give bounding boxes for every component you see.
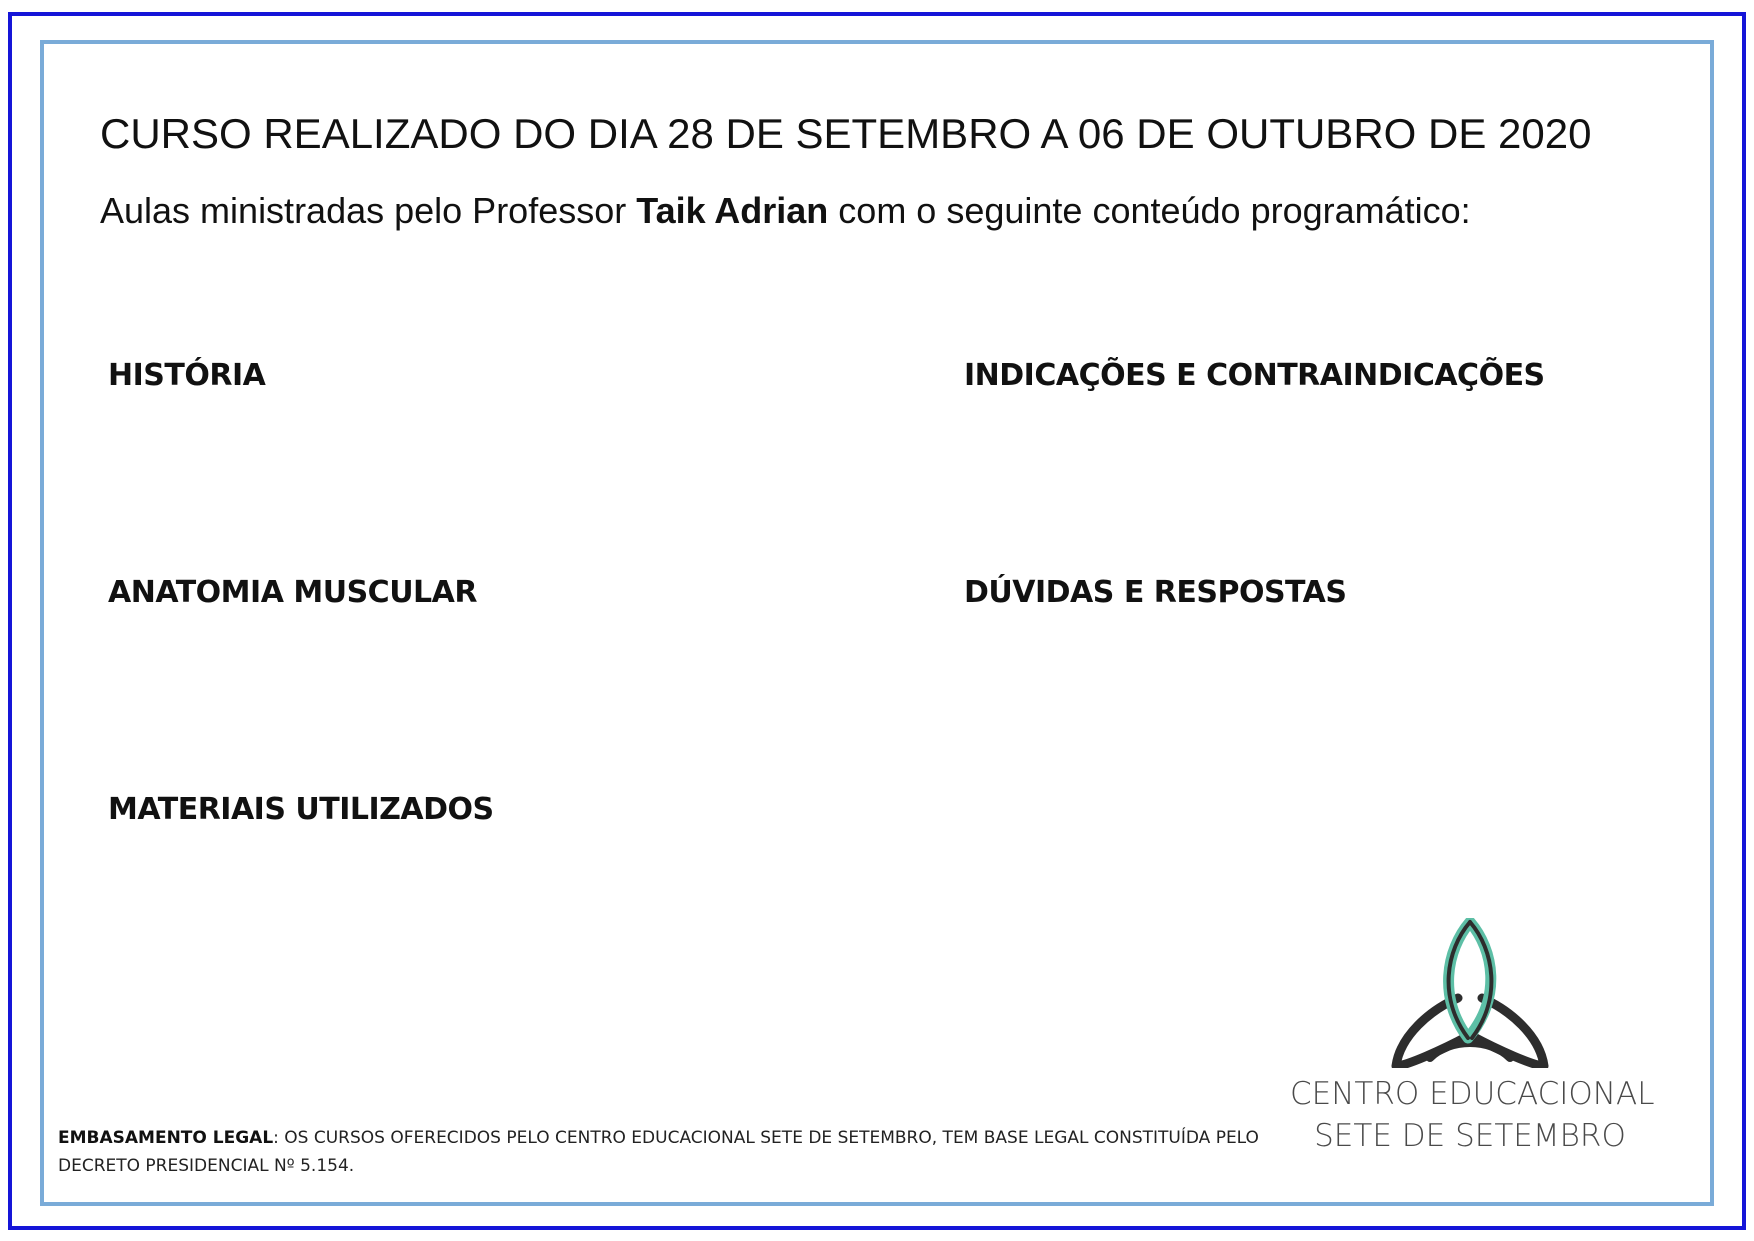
topic-historia: HISTÓRIA (108, 358, 266, 393)
legal-basis-label: EMBASAMENTO LEGAL (58, 1128, 274, 1148)
intro-text-start: Aulas ministradas pelo Professor (100, 190, 637, 231)
legal-basis-note (58, 1124, 1298, 1180)
logo-text-line-2: SETE DE SETEMBRO (1314, 1118, 1626, 1154)
course-dates-heading: CURSO REALIZADO DO DIA 28 DE SETEMBRO A 06 DE OUTUBRO DE 2020 (100, 110, 1592, 157)
logo-text-line-1: CENTRO EDUCACIONAL (1290, 1076, 1655, 1112)
triquetra-knot-icon (1390, 918, 1550, 1068)
topic-duvidas-respostas: DÚVIDAS E RESPOSTAS (964, 575, 1347, 610)
school-logo (1290, 918, 1655, 1158)
topic-materiais-utilizados: MATERIAIS UTILIZADOS (108, 792, 494, 827)
course-intro (100, 190, 1471, 232)
intro-text-end: com o seguinte conteúdo programático: (828, 190, 1471, 231)
professor-name: Taik Adrian (636, 190, 829, 231)
legal-basis-text: : OS CURSOS OFERECIDOS PELO CENTRO EDUCACIONAL SETE DE SETEMBRO, TEM BASE LEGAL CONSTITUÍDA PELO DECRETO PRESIDENCIAL Nº 5.154. (58, 1128, 1259, 1176)
topic-indicacoes-contraindicacoes: INDICAÇÕES E CONTRAINDICAÇÕES (964, 358, 1545, 393)
topic-anatomia-muscular: ANATOMIA MUSCULAR (108, 575, 477, 610)
